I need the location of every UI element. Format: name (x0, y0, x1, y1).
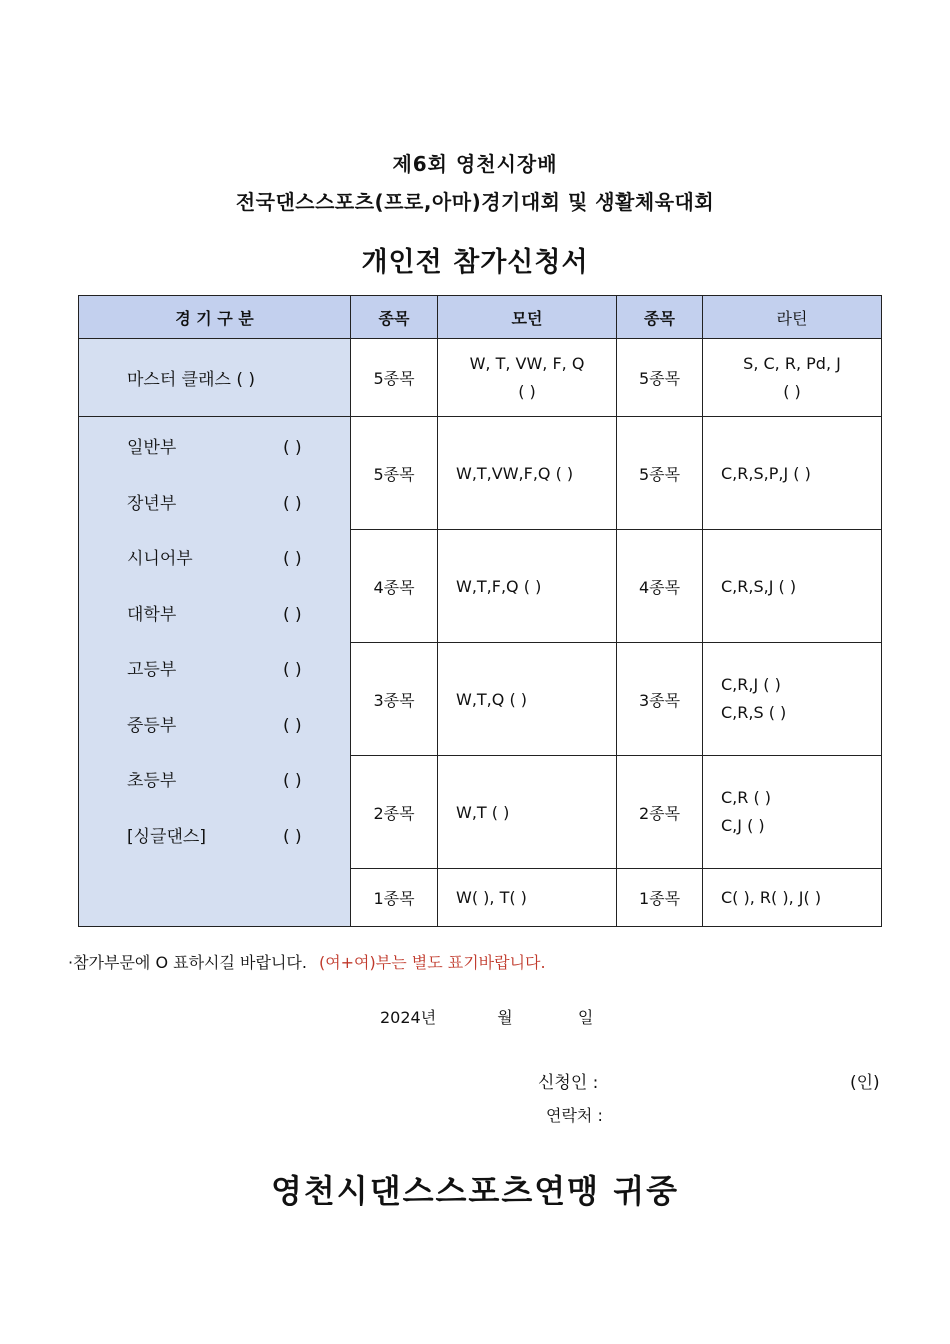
row-latin[interactable]: C,R,S,J ( ) (703, 530, 882, 643)
note-main: ·참가부문에 O 표하시길 바랍니다. (68, 953, 307, 972)
row-modern[interactable]: W,T,VW,F,Q ( ) (438, 417, 617, 530)
header-events-modern: 종목 (351, 296, 438, 339)
row-modern[interactable]: W,T ( ) (438, 756, 617, 869)
footer-addressee: 영천시댄스스포츠연맹 귀중 (270, 1172, 680, 1210)
title-form-name: 개인전 참가신청서 (361, 247, 589, 278)
row-count-modern: 2종목 (351, 756, 438, 869)
master-modern-paren: ( ) (518, 381, 536, 401)
date-line (380, 1005, 593, 1028)
header-division: 경 기 구 분 (79, 296, 351, 339)
row-count-modern: 5종목 (351, 417, 438, 530)
master-latin-dances: S, C, R, Pd, J (743, 353, 841, 373)
division-item[interactable]: 일반부 ( ) (127, 438, 302, 458)
division-item[interactable]: 고등부 ( ) (127, 660, 302, 680)
division-item[interactable]: 장년부 ( ) (127, 493, 302, 514)
row-latin[interactable]: C,R ( ) C,J ( ) (703, 756, 882, 869)
division-item[interactable]: 중등부 ( ) (127, 715, 302, 736)
row-count-modern: 3종목 (351, 643, 438, 756)
row-modern[interactable]: W( ), T( ) (438, 869, 617, 927)
master-class-label[interactable]: 마스터 클래스 ( ) (79, 339, 351, 417)
master-class-row (79, 339, 882, 417)
row-count-latin: 2종목 (617, 756, 703, 869)
header-events-latin: 종목 (617, 296, 703, 339)
division-item[interactable]: 대학부 ( ) (127, 604, 302, 625)
row-count-latin: 5종목 (617, 417, 703, 530)
date-year: 2024년 (380, 1008, 437, 1027)
division-item[interactable]: [싱글댄스] ( ) (127, 826, 302, 847)
row-count-modern: 1종목 (351, 869, 438, 927)
seal-label: (인) (850, 1073, 880, 1093)
division-item[interactable]: 시니어부 ( ) (127, 549, 302, 569)
division-list (79, 417, 351, 927)
division-item[interactable]: 초등부 ( ) (127, 771, 302, 791)
title-line1: 제6회 영천시장배 (392, 152, 558, 176)
date-day: 일 (577, 1008, 594, 1027)
row-count-modern: 4종목 (351, 530, 438, 643)
application-table (78, 295, 882, 927)
master-count-modern: 5종목 (351, 339, 438, 417)
table-header-row (79, 296, 882, 339)
master-modern-cell[interactable] (438, 339, 617, 417)
header-modern: 모던 (438, 296, 617, 339)
row-latin[interactable]: C( ), R( ), J( ) (703, 869, 882, 927)
row-count-latin: 4종목 (617, 530, 703, 643)
note-red: (여+여)부는 별도 표기바랍니다. (318, 953, 546, 972)
row-count-latin: 1종목 (617, 869, 703, 927)
row-count-latin: 3종목 (617, 643, 703, 756)
instruction-note (68, 950, 546, 973)
applicant-label: 신청인 : (538, 1073, 599, 1093)
row-latin[interactable]: C,R,S,P,J ( ) (703, 417, 882, 530)
row-latin[interactable]: C,R,J ( ) C,R,S ( ) (703, 643, 882, 756)
title-line2: 전국댄스스포츠(프로,아마)경기대회 및 생활체육대회 (235, 190, 715, 214)
row-modern[interactable]: W,T,Q ( ) (438, 643, 617, 756)
date-month: 월 (497, 1008, 513, 1027)
header-latin: 라틴 (703, 296, 882, 339)
master-count-latin: 5종목 (617, 339, 703, 417)
contact-label: 연락처 : (546, 1106, 603, 1125)
master-latin-cell[interactable] (703, 339, 882, 417)
table-row (79, 417, 882, 530)
row-modern[interactable]: W,T,F,Q ( ) (438, 530, 617, 643)
master-modern-dances: W, T, VW, F, Q (469, 353, 585, 373)
master-latin-paren: ( ) (783, 381, 801, 401)
